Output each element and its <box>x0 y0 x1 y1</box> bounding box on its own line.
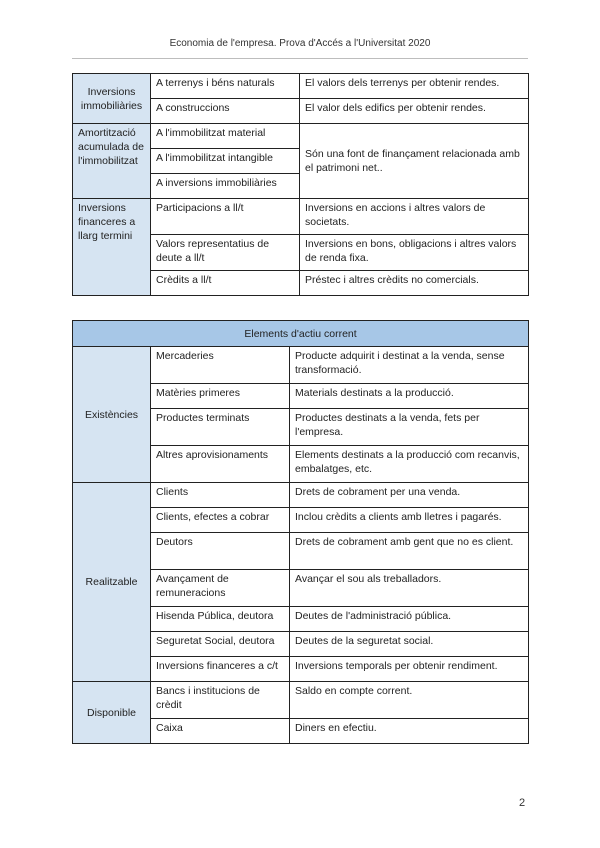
item-cell: Seguretat Social, deutora <box>151 632 290 657</box>
description-cell: Diners en efectiu. <box>290 719 529 744</box>
group-label: Existències <box>73 347 151 483</box>
description-cell: Producte adquirit i destinat a la venda, sense transformació. <box>290 347 529 384</box>
item-cell: A construccions <box>151 99 300 124</box>
header-divider <box>72 58 528 59</box>
page-header: Economia de l'empresa. Prova d'Accés a l'Universitat 2020 <box>169 38 431 49</box>
item-cell: A inversions immobiliàries <box>151 174 300 199</box>
group-label: Amortització acumulada de l'immobilitzat <box>73 124 151 199</box>
item-cell: A l'immobilitzat material <box>151 124 300 149</box>
description-cell: Drets de cobrament amb gent que no es client. <box>290 533 529 570</box>
description-cell: Inclou crèdits a clients amb lletres i pagarés. <box>290 508 529 533</box>
item-cell: Crèdits a ll/t <box>151 271 300 296</box>
item-cell: Caixa <box>151 719 290 744</box>
item-cell: Productes terminats <box>151 409 290 446</box>
item-cell: Participacions a ll/t <box>151 199 300 235</box>
group-label: Disponible <box>73 682 151 744</box>
description-cell: Elements destinats a la producció com recanvis, embalatges, etc. <box>290 446 529 483</box>
item-cell: Valors representatius de deute a ll/t <box>151 235 300 271</box>
page-number: 2 <box>519 797 526 809</box>
description-cell: Inversions en bons, obligacions i altres valors de renda fixa. <box>300 235 529 271</box>
description-cell: Deutes de l'administració pública. <box>290 607 529 632</box>
description-cell: El valors dels terrenys per obtenir rendes. <box>300 74 529 99</box>
item-cell: Hisenda Pública, deutora <box>151 607 290 632</box>
group-label: Inversions financeres a llarg termini <box>73 199 151 296</box>
description-cell: Deutes de la seguretat social. <box>290 632 529 657</box>
item-cell: Altres aprovisionaments <box>151 446 290 483</box>
table-title: Elements d'actiu corrent <box>73 321 529 347</box>
description-cell: Materials destinats a la producció. <box>290 384 529 409</box>
item-cell: A terrenys i béns naturals <box>151 74 300 99</box>
item-cell: Avançament de remuneracions <box>151 570 290 607</box>
item-cell: Deutors <box>151 533 290 570</box>
description-cell: Inversions temporals per obtenir rendiment. <box>290 657 529 682</box>
non-current-assets-table <box>72 73 529 296</box>
description-cell: Avançar el sou als treballadors. <box>290 570 529 607</box>
description-cell: Productes destinats a la venda, fets per l'empresa. <box>290 409 529 446</box>
description-cell: Inversions en accions i altres valors de societats. <box>300 199 529 235</box>
description-cell: Préstec i altres crèdits no comercials. <box>300 271 529 296</box>
group-label: Realitzable <box>73 483 151 682</box>
item-cell: Mercaderies <box>151 347 290 384</box>
description-cell: Són una font de finançament relacionada amb el patrimoni net.. <box>300 124 529 199</box>
description-cell: Saldo en compte corrent. <box>290 682 529 719</box>
item-cell: Clients, efectes a cobrar <box>151 508 290 533</box>
item-cell: A l'immobilitzat intangible <box>151 149 300 174</box>
item-cell: Bancs i institucions de crèdit <box>151 682 290 719</box>
current-assets-table <box>72 320 529 744</box>
description-cell: El valor dels edifics per obtenir rendes. <box>300 99 529 124</box>
item-cell: Matèries primeres <box>151 384 290 409</box>
group-label: Inversions immobiliàries <box>73 74 151 124</box>
item-cell: Inversions financeres a c/t <box>151 657 290 682</box>
item-cell: Clients <box>151 483 290 508</box>
description-cell: Drets de cobrament per una venda. <box>290 483 529 508</box>
